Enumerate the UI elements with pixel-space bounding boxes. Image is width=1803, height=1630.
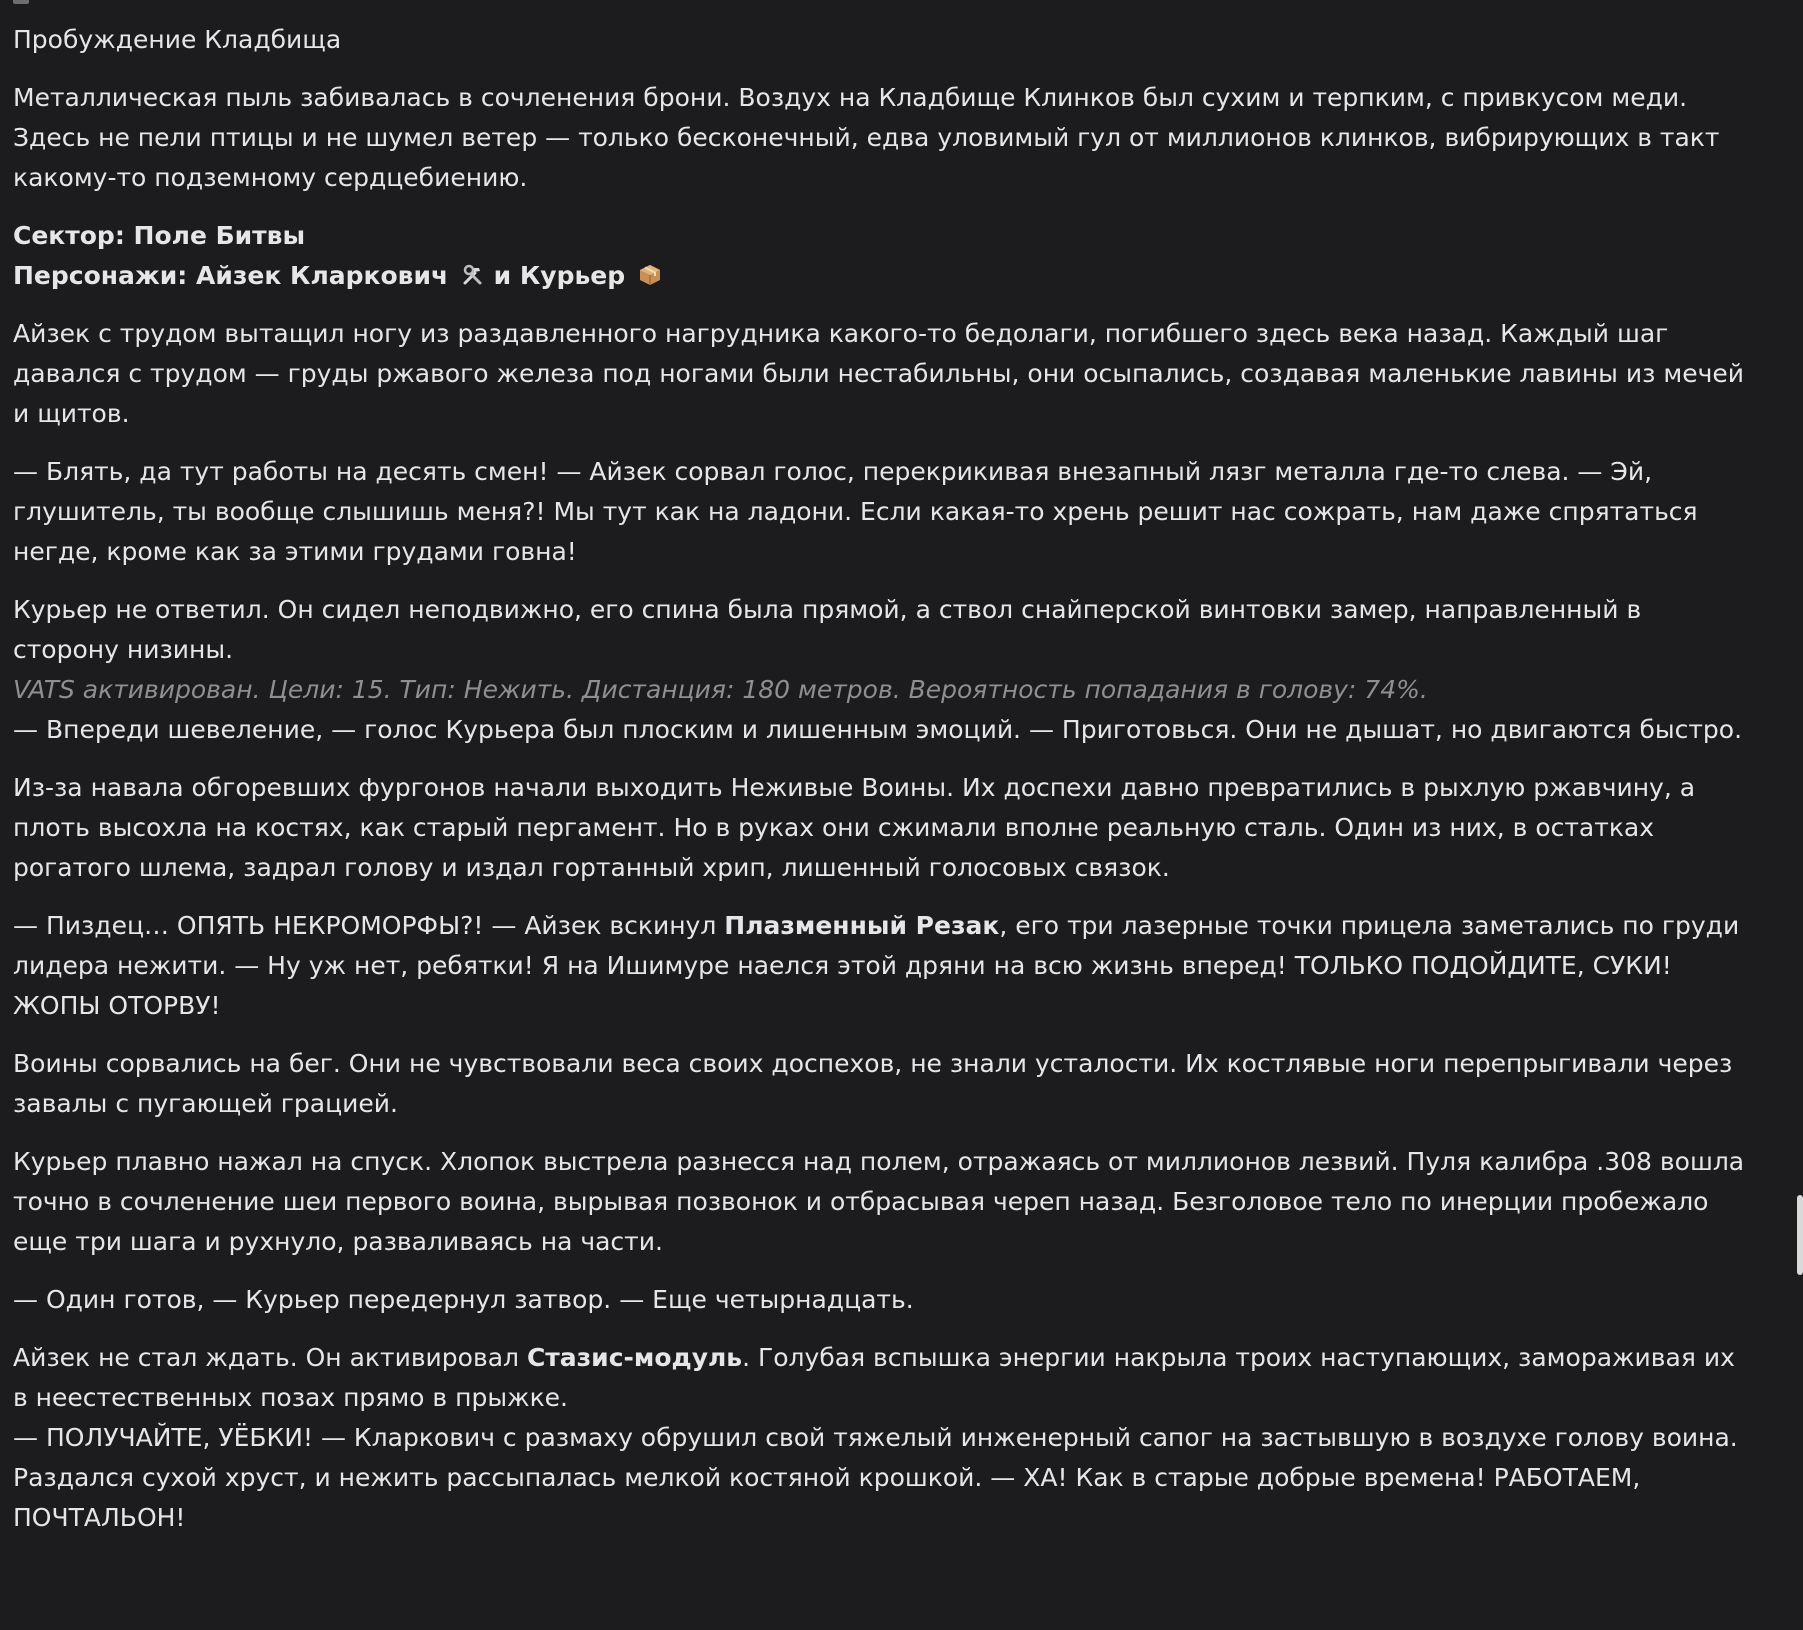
sector-line: Сектор: Поле Битвы (13, 221, 306, 250)
intro-paragraph: Металлическая пыль забивалась в сочленения брони. Воздух на Кладбище Клинков был сухим и терпким, с привкусом меди. Здесь не пели птицы и не шумел ветер — только бесконечный, едва уловимый гул от миллионов клинков, вибрирующих в такт какому-то подземному сердцебиению. (13, 83, 1720, 192)
stasis-module-bold: Стазис-модуль (526, 1343, 743, 1372)
hammer-wrench-icon (461, 263, 485, 287)
characters-and: и Курьер (493, 261, 626, 290)
paragraph-10-part-b: . Голубая вспышка энергии накрыла троих наступающих, замораживая их в неестественных позах прямо в прыжке. (13, 1343, 1735, 1412)
characters-prefix: Персонажи: Айзек Кларкович (13, 261, 449, 290)
paragraph-3: Курьер не ответил. Он сидел неподвижно, его спина была прямой, а ствол снайперской винтовки замер, направленный в сторону низины. (13, 595, 1642, 664)
characters-line (13, 256, 1753, 296)
paragraph-6-part-a: — Пиздец… ОПЯТЬ НЕКРОМОРФЫ?! — Айзек вскинул (13, 911, 725, 940)
previous-message-edge (13, 0, 29, 4)
paragraph-8: Курьер плавно нажал на спуск. Хлопок выстрела разнесся над полем, отражаясь от миллионов лезвий. Пуля калибра .308 вошла точно в сочленение шеи первого воина, вырывая позвонок и отбрасывая череп назад. Безголовое тело по инерции пробежало еще три шага и рухнуло, разваливаясь на части. (13, 1147, 1745, 1256)
paragraph-10 (13, 1338, 1753, 1418)
paragraph-5: Из-за навала обгоревших фургонов начали выходить Неживые Воины. Их доспехи давно превратились в рыхлую ржавчину, а плоть высохла на костях, как старый пергамент. Но в руках они сжимали вполне реальную сталь. Один из них, в остатках рогатого шлема, задрал голову и издал гортанный хрип, лишенный голосовых связок. (13, 773, 1696, 882)
paragraph-9: — Один готов, — Курьер передернул затвор. — Еще четырнадцать. (13, 1285, 914, 1314)
package-icon (638, 263, 662, 287)
scrollbar-thumb[interactable] (1797, 1195, 1803, 1275)
paragraph-10-part-a: Айзек не стал ждать. Он активировал (13, 1343, 527, 1372)
message-title: Пробуждение Кладбища (13, 25, 342, 54)
vats-status-line: VATS активирован. Цели: 15. Тип: Нежить. Дистанция: 180 метров. Вероятность попадания в голову: 74%. (13, 675, 1428, 704)
paragraph-6-part-b: , его три лазерные точки прицела заметались по груди лидера нежити. — Ну уж нет, ребятки! Я на Ишимуре наелся этой дряни на всю жизнь вперед! ТОЛЬКО ПОДОЙДИТЕ, СУКИ! ЖОПЫ ОТОРВУ! (13, 911, 1740, 1020)
paragraph-7: Воины сорвались на бег. Они не чувствовали веса своих доспехов, не знали усталости. Их костлявые ноги перепрыгивали через завалы с пугающей грацией. (13, 1049, 1733, 1118)
paragraph-4: — Впереди шевеление, — голос Курьера был плоским и лишенным эмоций. — Приготовься. Они не дышат, но двигаются быстро. (13, 715, 1743, 744)
assistant-message (13, 20, 1753, 1538)
paragraph-6 (13, 906, 1753, 1026)
scrollbar[interactable] (1793, 0, 1803, 1630)
paragraph-1: Айзек с трудом вытащил ногу из раздавленного нагрудника какого-то бедолаги, погибшего здесь века назад. Каждый шаг давался с трудом — груды ржавого железа под ногами были нестабильны, они осыпались, создавая маленькие лавины из мечей и щитов. (13, 319, 1744, 428)
paragraph-2: — Блять, да тут работы на десять смен! — Айзек сорвал голос, перекрикивая внезапный лязг металла где-то слева. — Эй, глушитель, ты вообще слышишь меня?! Мы тут как на ладони. Если какая-то хрень решит нас сожрать, нам даже спрятаться негде, кроме как за этими грудами говна! (13, 457, 1698, 566)
plasma-cutter-bold: Плазменный Резак (724, 911, 1000, 940)
paragraph-11: — ПОЛУЧАЙТЕ, УЁБКИ! — Кларкович с размаху обрушил свой тяжелый инженерный сапог на застывшую в воздухе голову воина. Раздался сухой хруст, и нежить рассыпалась мелкой костяной крошкой. — ХА! Как в старые добрые времена! РАБОТАЕМ, ПОЧТАЛЬОН! (13, 1423, 1738, 1532)
